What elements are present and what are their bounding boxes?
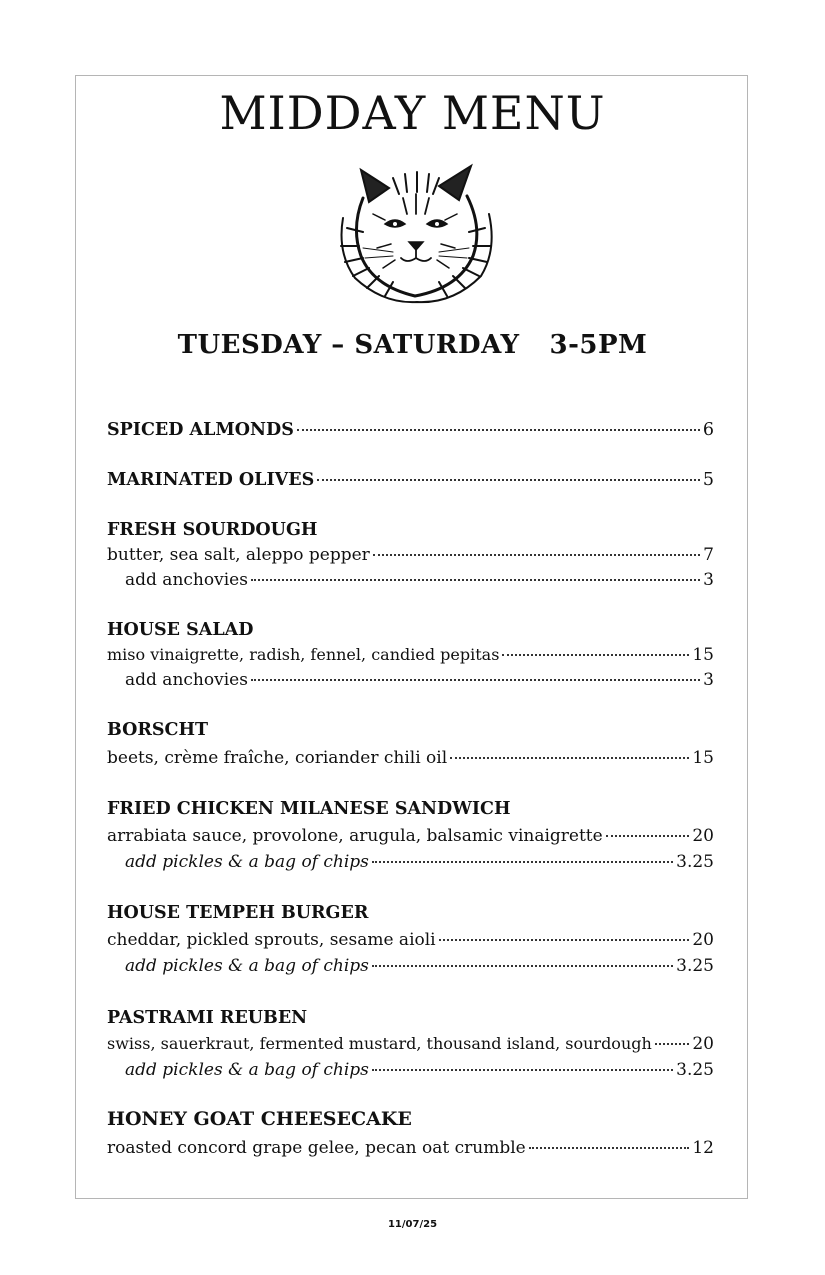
menu-title: MIDDAY MENU [219,86,606,140]
item-price: 20 [692,1034,714,1054]
menu-item-tempeh [107,929,714,951]
item-heading-house-salad: HOUSE SALAD [107,620,254,640]
addon-price: 3 [703,570,714,590]
dot-leader [297,429,700,431]
item-heading-borscht: BORSCHT [107,720,209,740]
item-description: cheddar, pickled sprouts, sesame aioli [107,930,436,950]
dot-leader [373,554,700,556]
hours-time: 3-5PM [549,330,648,360]
menu-item-marinated-olives [107,469,714,491]
item-price: 15 [692,645,714,665]
item-description: beets, crème fraîche, coriander chili oil [107,748,448,768]
menu-item-spiced-almonds [107,419,714,441]
item-heading-cheesecake: HONEY GOAT CHEESECAKE [107,1108,412,1130]
item-price: 20 [692,826,714,846]
item-price: 7 [703,545,714,565]
item-price: 5 [702,470,714,490]
item-price: 12 [692,1138,714,1158]
dot-leader [655,1043,690,1045]
addon-label: add pickles & a bag of chips [125,852,369,872]
item-name: MARINATED OLIVES [107,470,315,490]
item-description: miso vinaigrette, radish, fennel, candied pepitas [107,645,500,664]
dot-leader [372,1069,673,1071]
dot-leader [317,479,700,481]
item-description: arrabiata sauce, provolone, arugula, balsamic vinaigrette [107,826,603,846]
addon-label: add pickles & a bag of chips [125,956,369,976]
menu-item-fresh-sourdough [107,544,714,566]
addon-pickles-chips-reuben [107,1059,714,1081]
dot-leader [251,679,700,681]
dot-leader [450,757,689,759]
addon-anchovies-salad [107,669,714,691]
menu-item-borscht [107,747,714,769]
menu-item-reuben [107,1033,714,1055]
addon-label: add pickles & a bag of chips [125,1060,369,1080]
hours-days: TUESDAY – SATURDAY [177,330,520,360]
hours-line [0,330,825,360]
item-heading-milanese: FRIED CHICKEN MILANESE SANDWICH [107,799,511,819]
menu-item-milanese [107,825,714,847]
dot-leader [372,965,673,967]
item-price: 15 [692,748,714,768]
menu-item-cheesecake [107,1137,714,1159]
item-heading-reuben: PASTRAMI REUBEN [107,1008,308,1028]
item-description: roasted concord grape gelee, pecan oat crumble [107,1138,526,1158]
addon-price: 3.25 [676,1060,714,1080]
addon-price: 3.25 [676,956,714,976]
item-name: SPICED ALMONDS [107,420,294,440]
item-description: butter, sea salt, aleppo pepper [107,545,370,565]
addon-pickles-chips-tempeh [107,955,714,977]
addon-price: 3.25 [676,852,714,872]
addon-anchovies-sourdough [107,569,714,591]
addon-label: add anchovies [125,570,248,590]
dot-leader [251,579,700,581]
dot-leader [372,861,673,863]
cat-portrait-icon [333,158,499,304]
item-heading-tempeh: HOUSE TEMPEH BURGER [107,903,369,923]
item-price: 20 [692,930,714,950]
dot-leader [439,939,690,941]
dot-leader [606,835,690,837]
item-heading-fresh-sourdough: FRESH SOURDOUGH [107,520,318,540]
addon-price: 3 [703,670,714,690]
addon-pickles-chips-milanese [107,851,714,873]
item-price: 6 [702,420,714,440]
item-description: swiss, sauerkraut, fermented mustard, thousand island, sourdough [107,1034,652,1053]
addon-label: add anchovies [125,670,248,690]
dot-leader [502,654,689,656]
menu-item-house-salad [107,644,714,666]
dot-leader [529,1147,690,1149]
menu-date: 11/07/25 [387,1219,438,1230]
